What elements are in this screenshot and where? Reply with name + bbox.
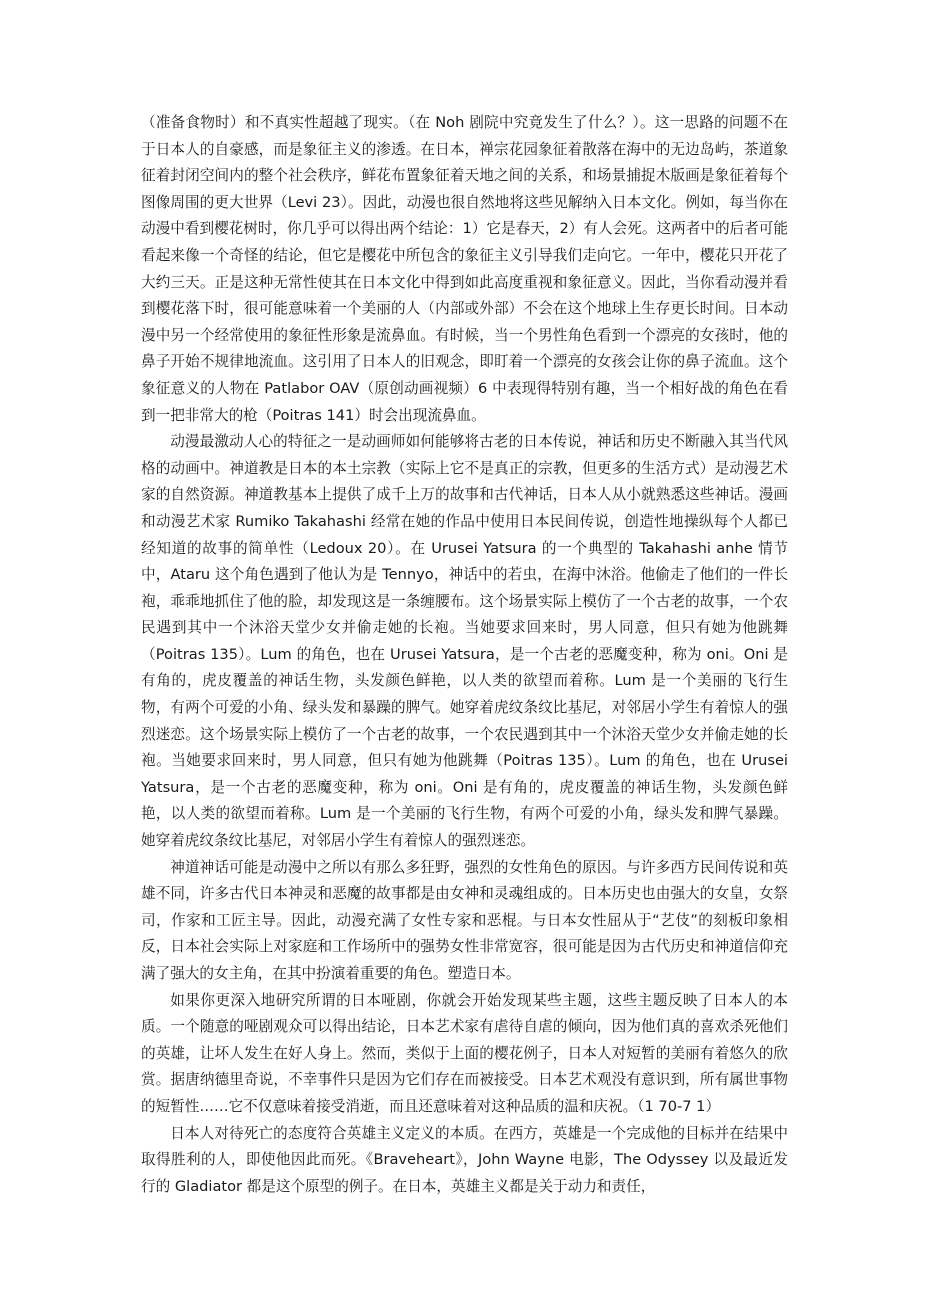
- body-text: [141, 110, 788, 1200]
- paragraph-4: 如果你更深入地研究所谓的日本哑剧，你就会开始发现某些主题，这些主题反映了日本人的本质。一个随意的哑剧观众可以得出结论，日本艺术家有虐待自虐的倾向，因为他们真的喜欢杀死他们的英雄，让坏人发生在好人身上。然而，类似于上面的樱花例子，日本人对短暂的美丽有着悠久的欣赏。据唐纳德里奇说，不幸事件只是因为它们存在而被接受。日本艺术观没有意识到，所有属世事物的短暂性……它不仅意味着接受消逝，而且还意味着对这种品质的温和庆祝。（1 70-7 1）: [141, 991, 788, 1115]
- paragraph-1: （准备食物时）和不真实性超越了现实。（在 Noh 剧院中究竟发生了什么？）。这一思路的问题不在于日本人的自豪感，而是象征主义的渗透。在日本，禅宗花园象征着散落在海中的无边岛屿，茶道象征着封闭空间内的整个社会秩序，鲜花布置象征着天地之间的关系，和场景捕捉木版画是象征着每个图像周围的更大世界（Levi 23）。因此，动漫也很自然地将这些见解纳入日本文化。例如，每当你在动漫中看到樱花树时，你几乎可以得出两个结论：1）它是春天，2）有人会死。这两者中的后者可能看起来像一个奇怪的结论，但它是樱花中所包含的象征主义引导我们走向它。一年中，樱花只开花了大约三天。正是这种无常性使其在日本文化中得到如此高度重视和象征意义。因此，当你看动漫并看到樱花落下时，很可能意味着一个美丽的人（内部或外部）不会在这个地球上生存更长时间。日本动漫中另一个经常使用的象征性形象是流鼻血。有时候，当一个男性角色看到一个漂亮的女孩时，他的鼻子开始不规律地流血。这引用了日本人的旧观念，即盯着一个漂亮的女孩会让你的鼻子流血。这个象征意义的人物在 Patlabor OAV（原创动画视频）6 中表现得特别有趣，当一个相好战的角色在看到一把非常大的枪（Poitras 141）时会出现流鼻血。: [141, 114, 788, 424]
- paragraph-5: 日本人对待死亡的态度符合英雄主义定义的本质。在西方，英雄是一个完成他的目标并在结果中取得胜利的人，即使他因此而死。《Braveheart》，John Wayne 电影，The Odyssey 以及最近发行的 Gladiator 都是这个原型的例子。在日本，英雄主义都是关于动力和责任，: [141, 1124, 788, 1195]
- paragraph-3: 神道神话可能是动漫中之所以有那么多狂野，强烈的女性角色的原因。与许多西方民间传说和英雄不同，许多古代日本神灵和恶魔的故事都是由女神和灵魂组成的。日本历史也由强大的女皇，女祭司，作家和工匠主导。因此，动漫充满了女性专家和恶棍。与日本女性屈从于“艺伎”的刻板印象相反，日本社会实际上对家庭和工作场所中的强势女性非常宽容，很可能是因为古代历史和神道信仰充满了强大的女主角，在其中扮演着重要的角色。塑造日本。: [141, 858, 788, 982]
- paragraph-2: 动漫最激动人心的特征之一是动画师如何能够将古老的日本传说，神话和历史不断融入其当代风格的动画中。神道教是日本的本土宗教（实际上它不是真正的宗教，但更多的生活方式）是动漫艺术家的自然资源。神道教基本上提供了成千上万的故事和古代神话，日本人从小就熟悉这些神话。漫画和动漫艺术家 Rumiko Takahashi 经常在她的作品中使用日本民间传说，创造性地操纵每个人都已经知道的故事的简单性（Ledoux 20）。在 Urusei Yatsura 的一个典型的 Takahashi anhe 情节中，Ataru 这个角色遇到了他认为是 Tennyo，神话中的若虫，在海中沐浴。他偷走了他们的一件长袍，乖乖地抓住了他的脸，却发现这是一条缠腰布。这个场景实际上模仿了一个古老的故事，一个农民遇到其中一个沐浴天堂少女并偷走她的长袍。当她要求回来时，男人同意，但只有她为他跳舞（Poitras 135）。Lum 的角色，也在 Urusei Yatsura，是一个古老的恶魔变种，称为 oni。Oni 是有角的，虎皮覆盖的神话生物，头发颜色鲜艳，以人类的欲望而着称。Lum 是一个美丽的飞行生物，有两个可爱的小角、绿头发和暴躁的脾气。她穿着虎纹条纹比基尼，对邻居小学生有着惊人的强烈迷恋。这个场景实际上模仿了一个古老的故事，一个农民遇到其中一个沐浴天堂少女并偷走她的长袍。当她要求回来时，男人同意，但只有她为他跳舞（Poitras 135）。Lum 的角色，也在 Urusei Yatsura，是一个古老的恶魔变种，称为 oni。Oni 是有角的，虎皮覆盖的神话生物，头发颜色鲜艳，以人类的欲望而着称。Lum 是一个美丽的飞行生物，有两个可爱的小角，绿头发和脾气暴躁。她穿着虎纹条纹比基尼，对邻居小学生有着惊人的强烈迷恋。: [141, 433, 788, 850]
